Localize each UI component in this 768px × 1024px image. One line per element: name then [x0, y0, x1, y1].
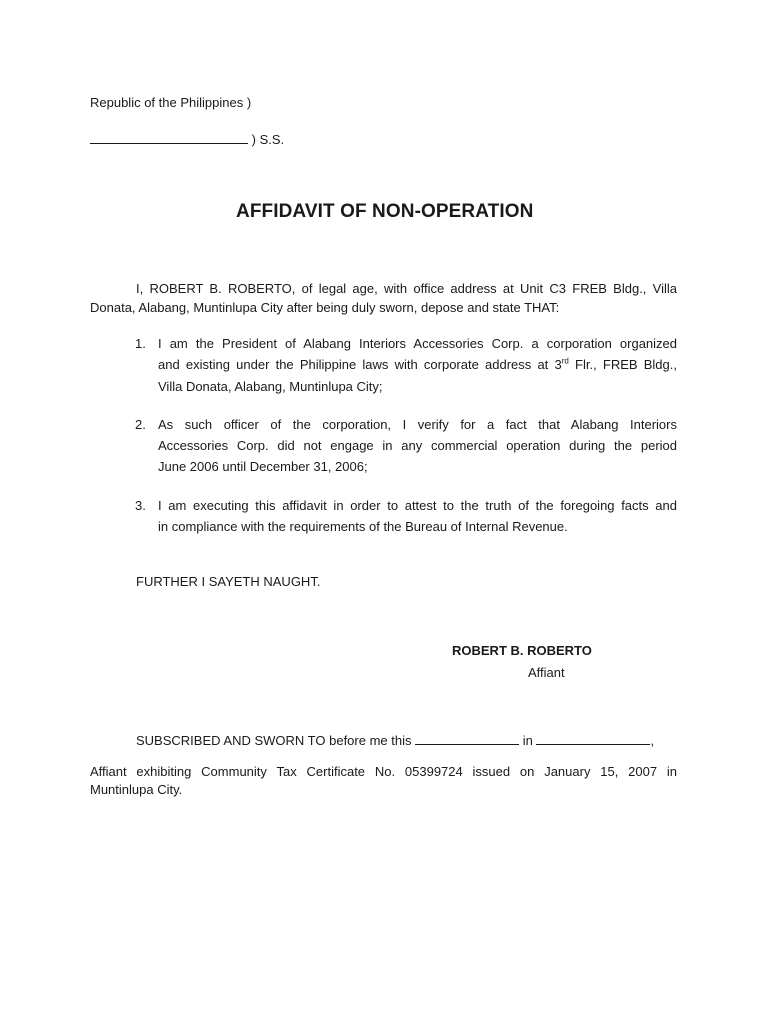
venue-blank — [90, 131, 248, 144]
jurat-comma: , — [650, 733, 655, 748]
jurat-text: SUBSCRIBED AND SWORN TO before me this — [136, 733, 412, 748]
affiant-role: Affiant — [528, 665, 565, 680]
item-2-line-1: As such officer of the corporation, I verify for a fact that Alabang Interiors — [158, 417, 677, 432]
venue-line: Republic of the Philippines ) — [90, 95, 252, 110]
item-2-line-2: Accessories Corp. did not engage in any commercial operation during the period — [158, 438, 677, 453]
closing-statement: FURTHER I SAYETH NAUGHT. — [136, 574, 321, 589]
affiant-name: ROBERT B. ROBERTO — [452, 643, 592, 658]
item-1-ordinal: rd — [561, 356, 569, 366]
intro-line-2: Donata, Alabang, Muntinlupa City after being duly sworn, depose and state THAT: — [90, 300, 560, 315]
item-1-line-1: I am the President of Alabang Interiors Accessories Corp. a corporation organized — [158, 336, 677, 351]
document-title: AFFIDAVIT OF NON-OPERATION — [236, 201, 534, 222]
item-1-line-3: Villa Donata, Alabang, Muntinlupa City; — [158, 379, 383, 394]
item-3-line-2: in compliance with the requirements of the Bureau of Internal Revenue. — [158, 519, 568, 534]
item-2-number: 2. — [135, 417, 146, 432]
ss-line — [90, 131, 284, 147]
item-1-line-2-text: and existing under the Philippine laws with corporate address at 3 — [158, 357, 562, 372]
item-3-number: 3. — [135, 498, 146, 513]
jurat-place-blank — [536, 732, 650, 745]
item-3-line-1: I am executing this affidavit in order to attest to the truth of the foregoing facts and — [158, 498, 677, 513]
jurat-date-blank — [415, 732, 519, 745]
item-2-line-3: June 2006 until December 31, 2006; — [158, 459, 368, 474]
jurat-in: in — [522, 733, 533, 748]
ctc-line-2: Muntinlupa City. — [90, 782, 183, 797]
item-1-line-2-rest: Flr., FREB Bldg., — [568, 357, 677, 372]
item-1-number: 1. — [135, 336, 146, 351]
ss-label: ) S.S. — [251, 132, 285, 147]
ctc-line-1: Affiant exhibiting Community Tax Certificate No. 05399724 issued on January 15, 2007 in — [90, 764, 677, 779]
jurat-line — [136, 732, 654, 748]
item-1-line-2 — [158, 354, 677, 375]
intro-line-1: I, ROBERT B. ROBERTO, of legal age, with office address at Unit C3 FREB Bldg., Villa — [136, 281, 677, 296]
